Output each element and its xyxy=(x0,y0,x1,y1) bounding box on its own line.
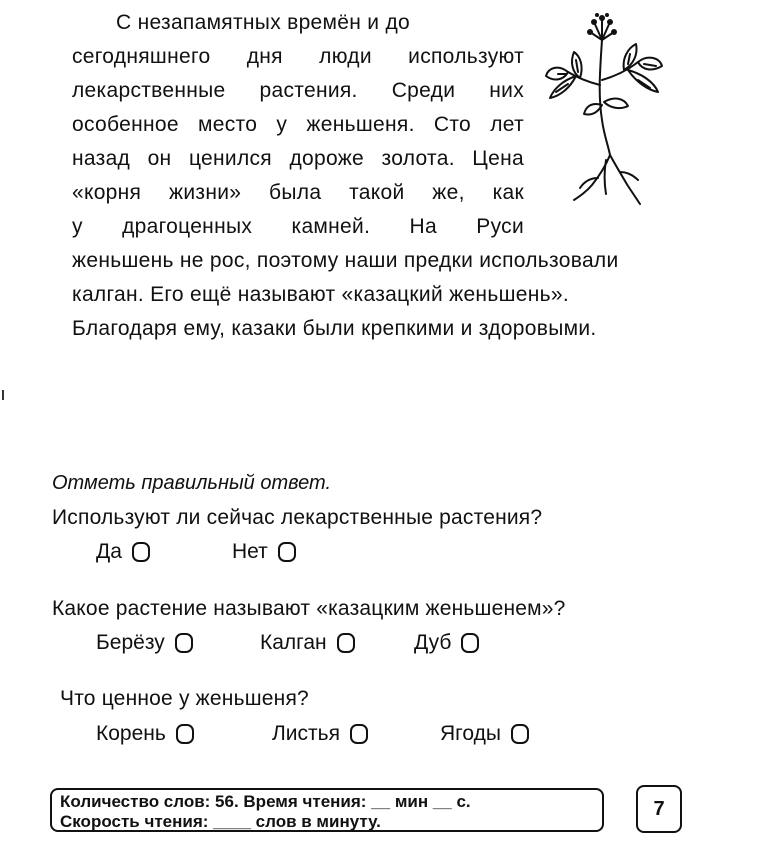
question-3-text: Что ценное у женьшеня? xyxy=(60,687,309,710)
option-label: Да xyxy=(96,540,122,563)
answer-checkbox[interactable] xyxy=(132,542,150,562)
option-label: Листья xyxy=(272,722,340,745)
passage-line: Благодаря ему, казаки были крепкими и здоровыми. xyxy=(72,317,597,340)
option-kalgan[interactable] xyxy=(260,631,355,655)
option-berries[interactable] xyxy=(440,722,529,746)
option-oak[interactable] xyxy=(414,631,479,655)
option-no[interactable] xyxy=(232,540,296,564)
word-count-line: Количество слов: 56. Время чтения: __ мин __ с. xyxy=(60,792,471,811)
instruction: Отметь правильный ответ. xyxy=(52,472,332,494)
page-number: 7 xyxy=(636,785,682,833)
answer-checkbox[interactable] xyxy=(278,542,296,562)
margin-mark xyxy=(2,390,4,400)
reading-stats-box xyxy=(50,788,604,832)
passage-line: женьшень не рос, поэтому наши предки использовали xyxy=(72,249,619,272)
passage-line: сегодняшнего дня люди используют xyxy=(72,45,524,68)
answer-checkbox[interactable] xyxy=(461,633,479,653)
question-2-text: Какое растение называют «казацким женьшенем»? xyxy=(52,597,566,620)
passage-line: С незапамятных времён и до xyxy=(116,11,410,34)
passage-line: у драгоценных камней. На Руси xyxy=(72,215,524,238)
passage-line: назад он ценился дороже золота. Цена xyxy=(72,147,524,170)
option-label: Нет xyxy=(232,540,268,563)
answer-checkbox[interactable] xyxy=(176,724,194,744)
option-root[interactable] xyxy=(96,722,194,746)
answer-checkbox[interactable] xyxy=(337,633,355,653)
reading-speed-line: Скорость чтения: ____ слов в минуту. xyxy=(60,812,381,831)
option-leaves[interactable] xyxy=(272,722,368,746)
option-label: Дуб xyxy=(414,631,452,654)
option-label: Калган xyxy=(260,631,327,654)
answer-checkbox[interactable] xyxy=(350,724,368,744)
question-1-text: Используют ли сейчас лекарственные растения? xyxy=(52,506,543,529)
passage-line: особенное место у женьшеня. Сто лет xyxy=(72,113,524,136)
ginseng-plant-icon xyxy=(540,10,680,210)
option-label: Берёзу xyxy=(96,631,165,654)
option-label: Ягоды xyxy=(440,722,501,745)
answer-checkbox[interactable] xyxy=(175,633,193,653)
option-birch[interactable] xyxy=(96,631,193,655)
answer-checkbox[interactable] xyxy=(511,724,529,744)
passage-line: калган. Его ещё называют «казацкий женьшень». xyxy=(72,283,569,306)
option-yes[interactable] xyxy=(96,540,150,564)
option-label: Корень xyxy=(96,722,166,745)
passage-line: лекарственные растения. Среди них xyxy=(72,79,524,102)
passage-line: «корня жизни» была такой же, как xyxy=(72,181,524,204)
